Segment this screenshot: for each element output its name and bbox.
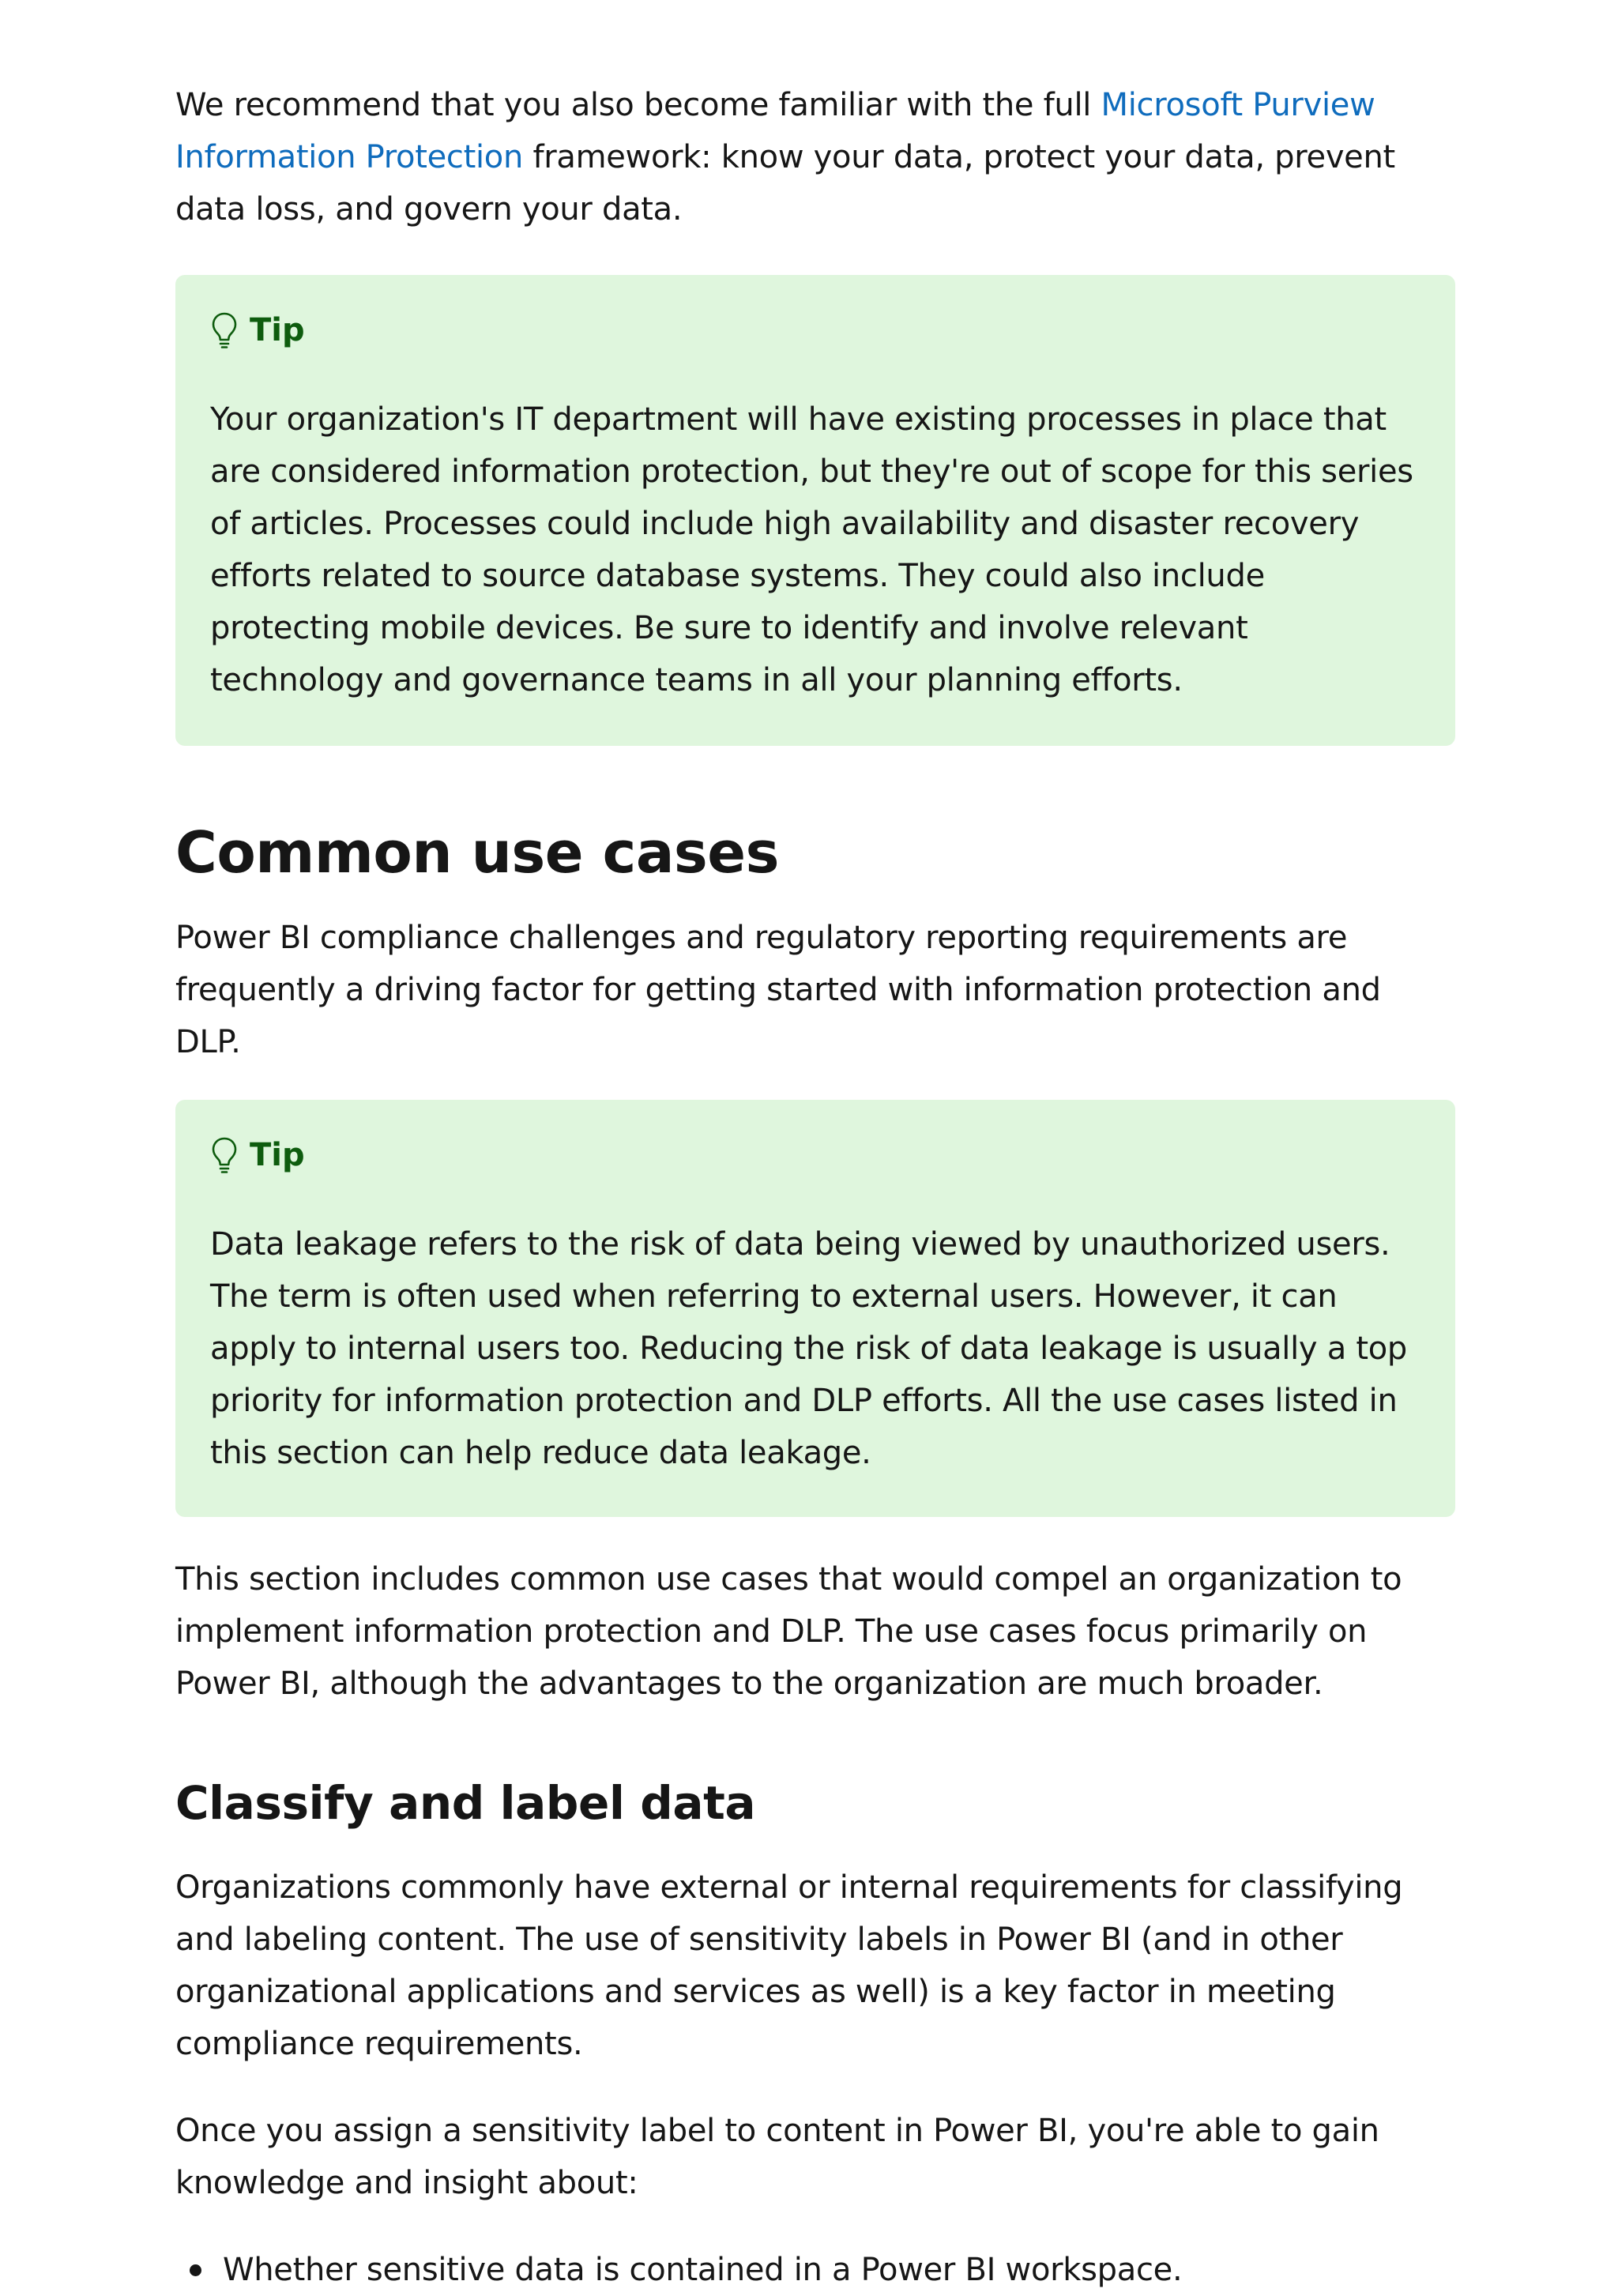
tip-title-2 (210, 1135, 1420, 1176)
tip-body-2: Data leakage refers to the risk of data being viewed by unauthorized users. The term is often used when referring to external users. However, it can apply to internal users too. Reducing the risk of data leakage is usually a top priority for information protection and DLP efforts. All the use cases listed in this section can help reduce data leakage. (210, 1226, 1407, 1471)
list-item: Whether sensitive data is contained in a Power BI workspace. (223, 2244, 1455, 2296)
intro-text-after: framework: know your data, protect your data, prevent data loss, and govern your data. (175, 139, 1395, 228)
tip-label-2: Tip (250, 1137, 305, 1173)
tip-callout-1 (175, 275, 1455, 746)
tip-body-1: Your organization's IT department will have existing processes in place that are considered information protection, but they're out of scope for this series of articles. Processes could include high availability and disaster recovery efforts related to source database systems. They could also include protecting mobile devices. Be sure to identify and involve relevant technology and governance teams in all your planning efforts. (210, 401, 1413, 698)
insight-list (175, 2244, 1455, 2296)
tip-label-1: Tip (250, 312, 305, 348)
common-use-cases-paragraph: Power BI compliance challenges and regulatory reporting requirements are frequently a driving factor for getting started with information protection and DLP. (175, 920, 1381, 1060)
classify-label-heading: Classify and label data (175, 1776, 756, 1830)
purview-link[interactable]: Microsoft Purview Information Protection (175, 87, 1375, 175)
common-use-cases-heading: Common use cases (175, 819, 779, 886)
tip-title-1 (210, 310, 1420, 351)
article-content (175, 79, 1455, 2296)
classify-paragraph-1: Organizations commonly have external or internal requirements for classifying and labeling content. The use of sensitivity labels in Power BI (and in other organizational applications and services as well) is a key factor in meeting compliance requirements. (175, 1869, 1403, 2062)
use-cases-intro-paragraph: This section includes common use cases that would compel an organization to implement information protection and DLP. The use cases focus primarily on Power BI, although the advantages to the organization are much broader. (175, 1561, 1402, 1702)
classify-paragraph-2: Once you assign a sensitivity label to content in Power BI, you're able to gain knowledge and insight about: (175, 2113, 1379, 2201)
lightbulb-icon (210, 311, 239, 349)
lightbulb-icon (210, 1136, 239, 1174)
intro-text-before: We recommend that you also become familiar with the full (175, 87, 1101, 123)
tip-callout-2 (175, 1100, 1455, 1517)
intro-paragraph (175, 79, 1455, 235)
